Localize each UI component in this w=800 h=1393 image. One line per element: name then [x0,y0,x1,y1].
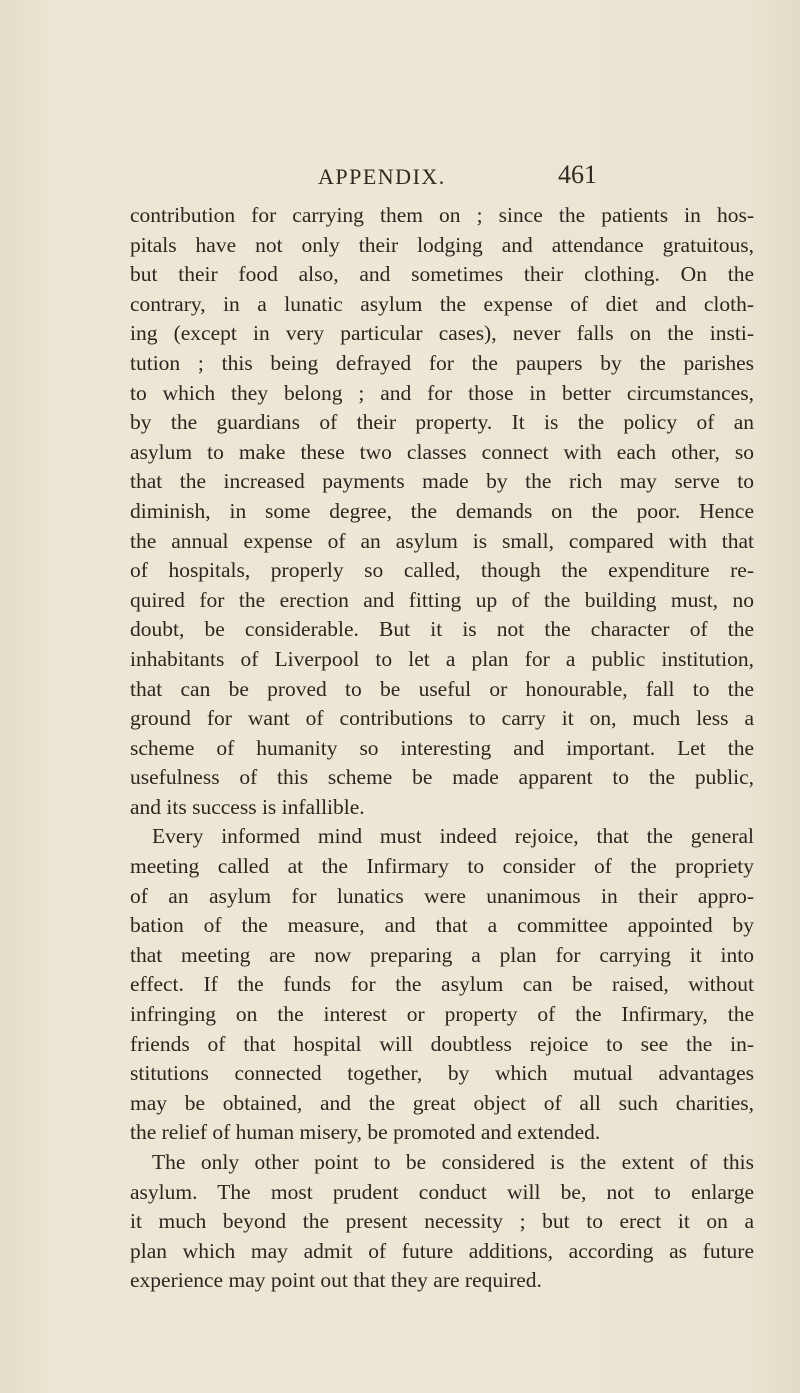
text-line: plan which may admit of future additions, according as future [130,1238,754,1263]
running-head: APPENDIX. [318,164,446,189]
text-line: of an asylum for lunatics were unanimous in their appro- [130,883,754,908]
text-line: inhabitants of Liverpool to let a plan for a public institution, [130,646,754,671]
text-line: bation of the measure, and that a committee appointed by [130,913,754,938]
text-line: by the guardians of their property. It is the policy of an [130,410,754,435]
text-line: quired for the erection and fitting up of the building must, no [130,587,754,612]
text-line: to which they belong ; and for those in better circumstances, [130,380,754,405]
text-line: meeting called at the Infirmary to consider of the propriety [130,854,754,879]
text-line: it much beyond the present necessity ; but to erect it on a [130,1209,754,1234]
text-line: usefulness of this scheme be made apparent to the public, [130,765,754,790]
text-line: Every informed mind must indeed rejoice, that the general [152,824,754,849]
text-line: that can be proved to be useful or honourable, fall to the [130,676,754,701]
text-line: ground for want of contributions to carry it on, much less a [130,706,754,731]
text-line: of hospitals, properly so called, though the expenditure re- [130,558,754,583]
text-line: and its success is infallible. [130,794,365,819]
text-line: the relief of human misery, be promoted and extended. [130,1120,601,1145]
text-line: diminish, in some degree, the demands on the poor. Hence [130,498,754,523]
text-line: effect. If the funds for the asylum can be raised, without [130,972,754,997]
body-text [130,201,754,1296]
text-line: tution ; this being defrayed for the paupers by the parishes [130,350,754,375]
text-line: pitals have not only their lodging and attendance gratuitous, [130,232,754,257]
page-number: 461 [558,160,597,189]
text-line: experience may point out that they are required. [130,1268,542,1293]
text-line: the annual expense of an asylum is small, compared with that [130,528,754,553]
page-header [0,160,800,192]
text-line: doubt, be considerable. But it is not the character of the [130,617,754,642]
text-line: but their food also, and sometimes their clothing. On the [130,262,754,287]
text-line: asylum to make these two classes connect with each other, so [130,439,754,464]
text-line: that meeting are now preparing a plan for carrying it into [130,942,754,967]
text-line: ing (except in very particular cases), never falls on the insti- [130,321,754,346]
text-line: stitutions connected together, by which mutual advantages [130,1061,754,1086]
text-line: friends of that hospital will doubtless rejoice to see the in- [130,1031,754,1056]
text-line: infringing on the interest or property of the Infirmary, the [130,1002,754,1027]
text-line: contribution for carrying them on ; since the patients in hos- [130,203,754,227]
text-line: may be obtained, and the great object of all such charities, [130,1090,754,1115]
text-line: scheme of humanity so interesting and important. Let the [130,735,754,760]
text-line: contrary, in a lunatic asylum the expense of diet and cloth- [130,291,754,316]
text-line: asylum. The most prudent conduct will be, not to enlarge [130,1179,754,1204]
text-line: The only other point to be considered is the extent of this [152,1150,754,1174]
text-line: that the increased payments made by the rich may serve to [130,469,754,494]
